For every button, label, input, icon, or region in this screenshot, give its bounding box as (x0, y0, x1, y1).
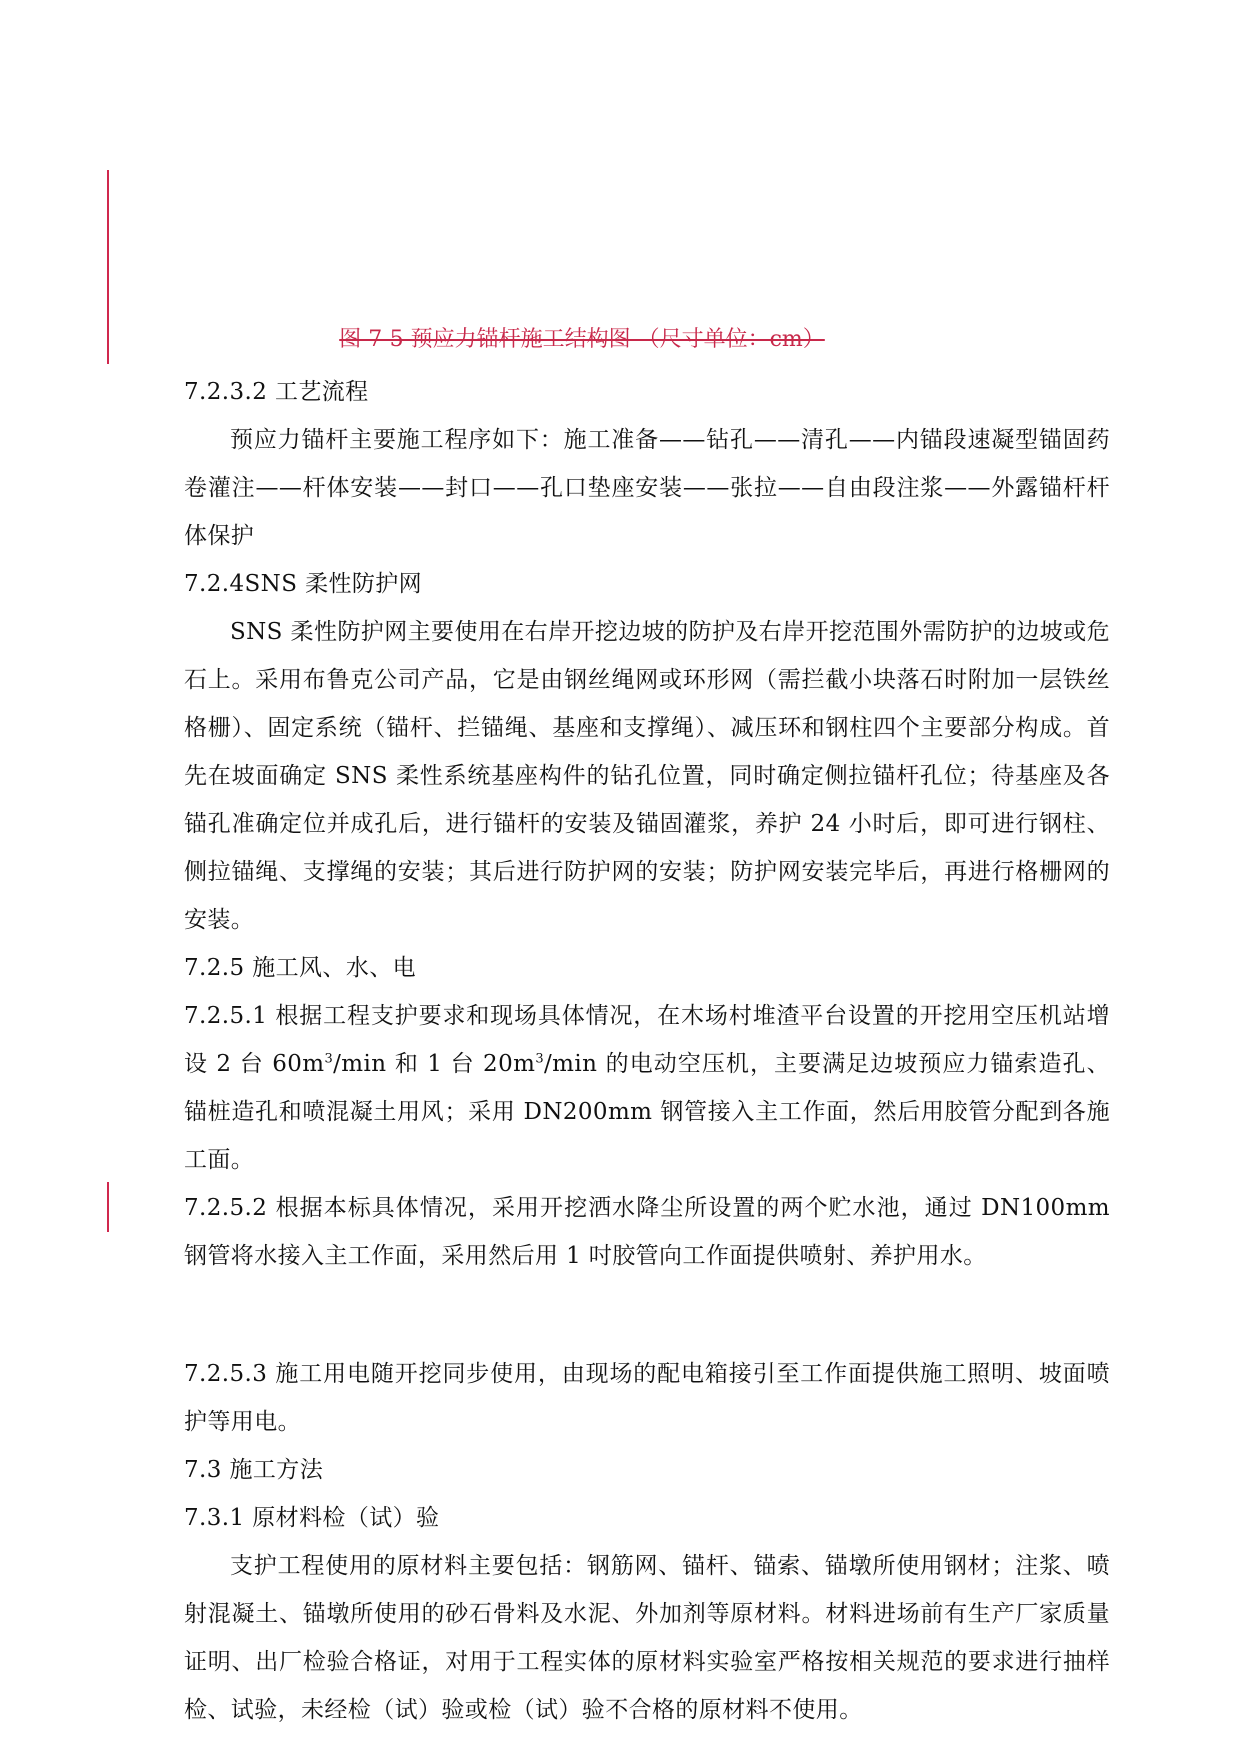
paragraph-process-flow: 预应力锚杆主要施工程序如下：施工准备——钻孔——清孔——内锚段速凝型锚固药卷灌注——杆体安装——封口——孔口垫座安装——张拉——自由段注浆——外露锚杆杆体保护 (184, 427, 1110, 549)
text-run: 7.2.5.1 根据工程支护要求和现场具体情况，在木场村堆渣平台设置的开挖用空压机站增设 2 台 60m (184, 1003, 1110, 1077)
paragraph-sns-net: SNS 柔性防护网主要使用在右岸开挖边坡的防护及右岸开挖范围外需防护的边坡或危石上。采用布鲁克公司产品，它是由钢丝绳网或环形网（需拦截小块落石时附加一层铁丝格栅）、固定系统（锚杆、拦锚绳、基座和支撑绳）、减压环和钢柱四个主要部分构成。首先在坡面确定 SNS 柔性系统基座构件的钻孔位置，同时确定侧拉锚杆孔位；待基座及各锚孔准确定位并成孔后，进行锚杆的安装及锚固灌浆，养护 24 小时后，即可进行钢柱、侧拉锚绳、支撑绳的安装；其后进行防护网的安装；防护网安装完毕后，再进行格栅网的安装。 (184, 619, 1110, 933)
section-heading-7-2-5: 7.2.5 施工风、水、电 (184, 955, 417, 981)
text-run: /min 和 1 台 20m (333, 1051, 536, 1077)
text-run: /min 的电动空压机，主要满足边坡预应力锚索造孔、锚桩造孔和喷混凝土用风；采用 DN200mm 钢管接入主工作面，然后用胶管分配到各施工面。 (184, 1051, 1111, 1173)
section-heading-7-3: 7.3 施工方法 (184, 1457, 324, 1483)
revision-change-bar (107, 1182, 109, 1232)
paragraph-raw-materials: 支护工程使用的原材料主要包括：钢筋网、锚杆、锚索、锚墩所使用钢材；注浆、喷射混凝土、锚墩所使用的砂石骨料及水泥、外加剂等原材料。材料进场前有生产厂家质量证明、出厂检验合格证，对用于工程实体的原材料实验室严格按相关规范的要求进行抽样检、试验，未经检（试）验或检（试）验不合格的原材料不使用。 (184, 1553, 1110, 1723)
superscript: 3 (324, 1051, 334, 1067)
paragraph-7-2-5-3: 7.2.5.3 施工用电随开挖同步使用，由现场的配电箱接引至工作面提供施工照明、坡面喷护等用电。 (184, 1361, 1110, 1435)
section-heading-7-2-4: 7.2.4SNS 柔性防护网 (184, 571, 423, 597)
section-heading-7-2-3-2: 7.2.3.2 工艺流程 (184, 379, 369, 405)
blank-spacer (184, 1280, 1110, 1350)
superscript: 3 (535, 1051, 544, 1067)
figure-caption-deleted: 图 7-5 预应力锚杆施工结构图 （尺寸单位：cm） (339, 327, 825, 352)
paragraph-7-2-5-2: 7.2.5.2 根据本标具体情况，采用开挖洒水降尘所设置的两个贮水池，通过 DN100mm 钢管将水接入主工作面，采用然后用 1 吋胶管向工作面提供喷射、养护用水。 (184, 1195, 1110, 1269)
paragraph-7-2-5-1 (184, 992, 1110, 1184)
section-heading-7-3-1: 7.3.1 原材料检（试）验 (184, 1505, 440, 1531)
revision-change-bar (107, 170, 109, 364)
document-body (184, 368, 1110, 1734)
